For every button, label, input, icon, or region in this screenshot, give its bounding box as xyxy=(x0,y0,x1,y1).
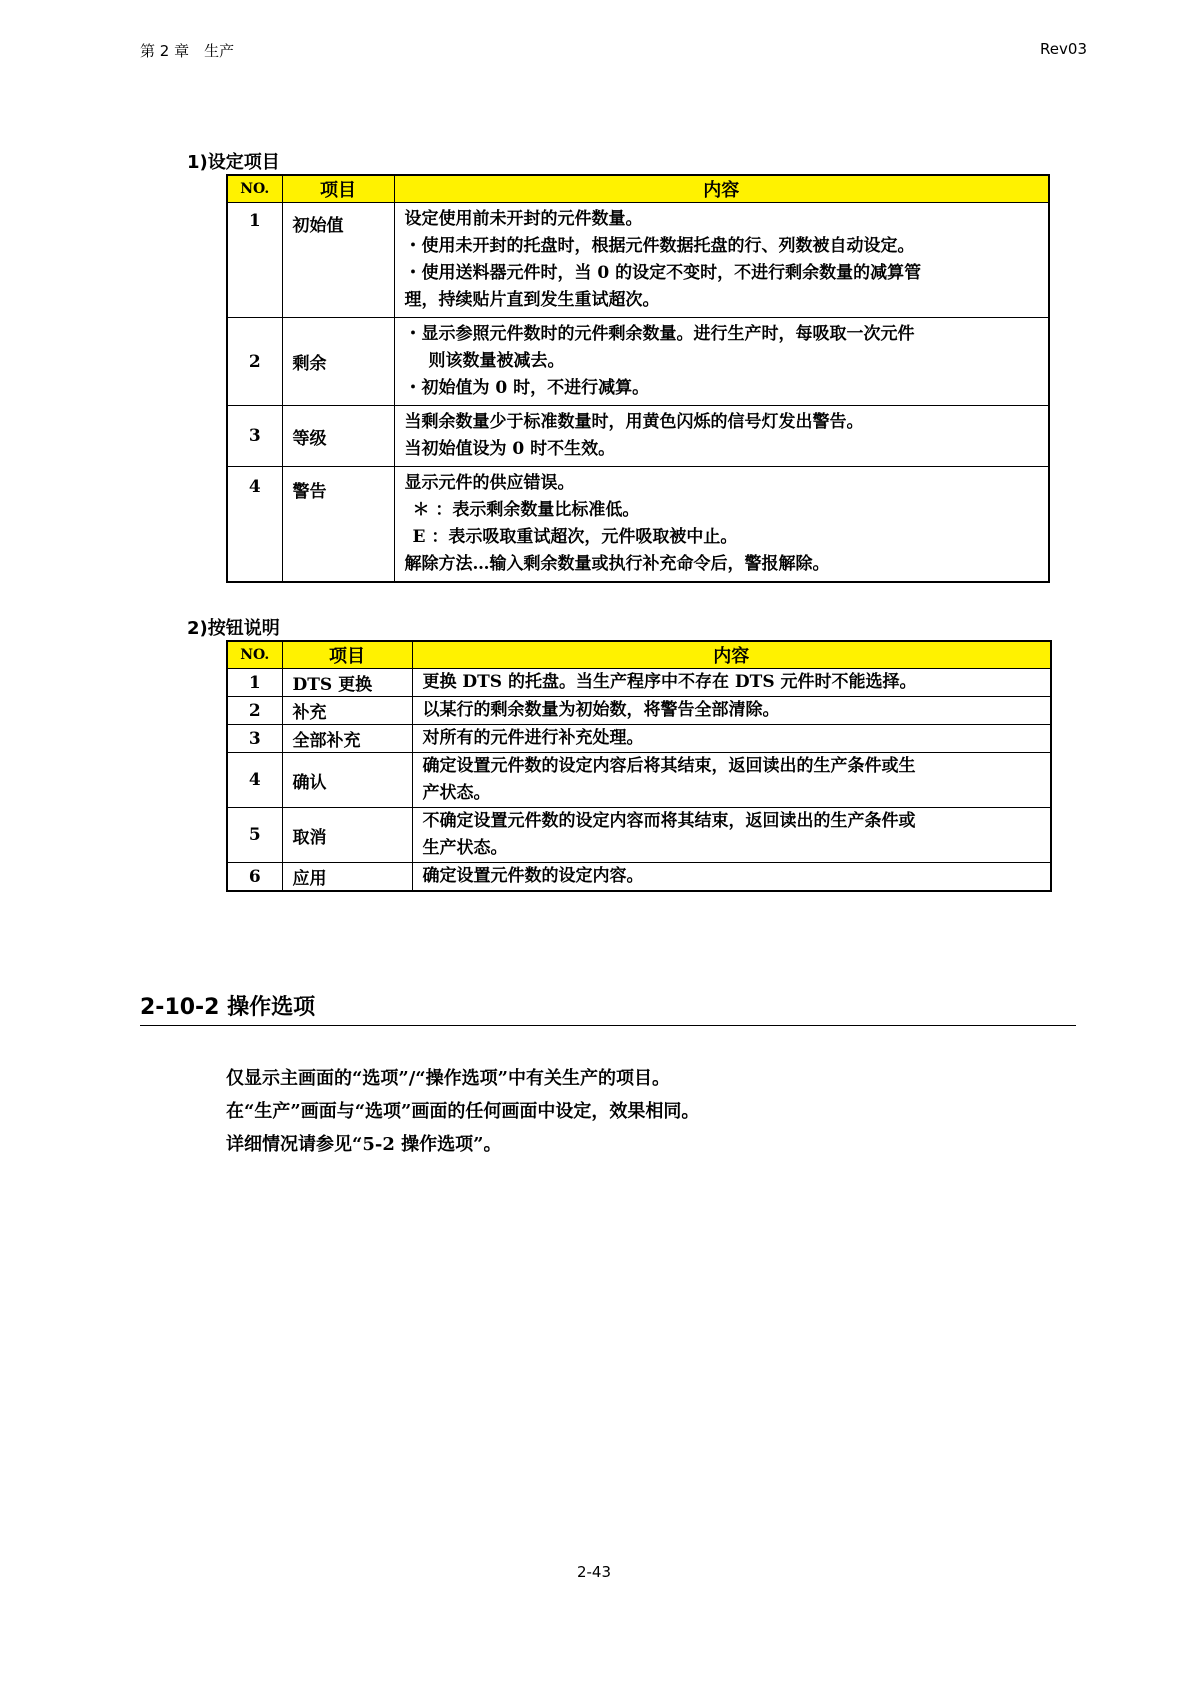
col-header-no: NO. xyxy=(227,175,282,203)
buttons-table xyxy=(226,640,1052,892)
col-header-no: NO. xyxy=(227,641,282,669)
content-line: 更换 DTS 的托盘。当生产程序中不存在 DTS 元件时不能选择。 xyxy=(422,672,917,692)
chapter-header: 第 2 章 生产 xyxy=(140,42,235,60)
row-item: 取消 xyxy=(282,808,412,863)
col-header-content: 内容 xyxy=(412,641,1051,669)
content-line: 确定设置元件数的设定内容。 xyxy=(422,866,644,886)
content-line: 理，持续贴片直到发生重试超次。 xyxy=(404,290,660,310)
row-number: 5 xyxy=(227,808,282,863)
paragraph-line: 在“生产”画面与“选项”画面的任何画面中设定，效果相同。 xyxy=(226,1101,700,1122)
col-header-item: 项目 xyxy=(282,175,394,203)
col-header-content: 内容 xyxy=(394,175,1049,203)
row-item: 补充 xyxy=(282,697,412,725)
row-content xyxy=(412,669,1051,697)
section-heading: 2-10-2 操作选项 xyxy=(140,990,1076,1026)
row-number: 2 xyxy=(227,697,282,725)
content-line: 产状态。 xyxy=(422,783,491,803)
content-line: 以某行的剩余数量为初始数，将警告全部清除。 xyxy=(422,700,780,720)
row-content xyxy=(394,203,1049,318)
settings-table xyxy=(226,174,1050,583)
row-item: 应用 xyxy=(282,863,412,892)
table-row xyxy=(227,725,1051,753)
table-header-row xyxy=(227,641,1051,669)
row-content xyxy=(412,753,1051,808)
row-content xyxy=(412,697,1051,725)
content-line: 确定设置元件数的设定内容后将其结束，返回读出的生产条件或生 xyxy=(422,756,916,776)
row-item: 全部补充 xyxy=(282,725,412,753)
paragraph-line: 详细情况请参见“5-2 操作选项”。 xyxy=(226,1134,502,1155)
table-row xyxy=(227,753,1051,808)
section2-title: 2)按钮说明 xyxy=(187,618,280,639)
paragraph-line: 仅显示主画面的“选项”/“操作选项”中有关生产的项目。 xyxy=(226,1068,670,1089)
row-number: 3 xyxy=(227,406,282,467)
row-number: 6 xyxy=(227,863,282,892)
table-row xyxy=(227,808,1051,863)
content-line: 当初始值设为 0 时不生效。 xyxy=(404,439,616,459)
content-line: ・使用未开封的托盘时，根据元件数据托盘的行、列数被自动设定。 xyxy=(404,236,915,256)
row-item: DTS 更换 xyxy=(282,669,412,697)
row-content xyxy=(394,318,1049,406)
row-item: 初始值 xyxy=(282,203,394,318)
row-item: 剩余 xyxy=(282,318,394,406)
row-number: 1 xyxy=(227,203,282,318)
table-row xyxy=(227,697,1051,725)
content-line: ・使用送料器元件时，当 0 的设定不变时，不进行剩余数量的减算管 xyxy=(404,263,922,283)
revision-label: Rev03 xyxy=(1040,40,1087,58)
content-line: ・显示参照元件数时的元件剩余数量。进行生产时，每吸取一次元件 xyxy=(404,324,915,344)
table-row xyxy=(227,863,1051,892)
table-row xyxy=(227,318,1049,406)
table-row xyxy=(227,203,1049,318)
content-line: 显示元件的供应错误。 xyxy=(404,473,575,493)
col-header-item: 项目 xyxy=(282,641,412,669)
row-number: 4 xyxy=(227,753,282,808)
row-number: 3 xyxy=(227,725,282,753)
content-line: 生产状态。 xyxy=(422,838,508,858)
content-line: E ：表示吸取重试超次，元件吸取被中止。 xyxy=(412,527,738,547)
content-line: ・初始值为 0 时，不进行减算。 xyxy=(404,378,650,398)
content-line: ＊ ：表示剩余数量比标准低。 xyxy=(412,500,640,520)
row-content xyxy=(412,725,1051,753)
row-content xyxy=(394,406,1049,467)
row-number: 1 xyxy=(227,669,282,697)
row-number: 4 xyxy=(227,467,282,583)
table-header-row xyxy=(227,175,1049,203)
table-row xyxy=(227,669,1051,697)
row-content xyxy=(412,863,1051,892)
content-line: 不确定设置元件数的设定内容而将其结束，返回读出的生产条件或 xyxy=(422,811,916,831)
row-item: 等级 xyxy=(282,406,394,467)
row-number: 2 xyxy=(227,318,282,406)
section1-title: 1)设定项目 xyxy=(187,152,280,173)
content-line: 设定使用前未开封的元件数量。 xyxy=(404,209,643,229)
page-number: 2-43 xyxy=(576,1563,612,1581)
content-line: 对所有的元件进行补充处理。 xyxy=(422,728,644,748)
content-line: 当剩余数量少于标准数量时，用黄色闪烁的信号灯发出警告。 xyxy=(404,412,864,432)
row-item: 确认 xyxy=(282,753,412,808)
content-line: 解除方法…输入剩余数量或执行补充命令后，警报解除。 xyxy=(404,554,830,574)
row-content xyxy=(394,467,1049,583)
row-content xyxy=(412,808,1051,863)
table-row xyxy=(227,406,1049,467)
content-line: 则该数量被减去。 xyxy=(428,351,565,371)
table-row xyxy=(227,467,1049,583)
row-item: 警告 xyxy=(282,467,394,583)
